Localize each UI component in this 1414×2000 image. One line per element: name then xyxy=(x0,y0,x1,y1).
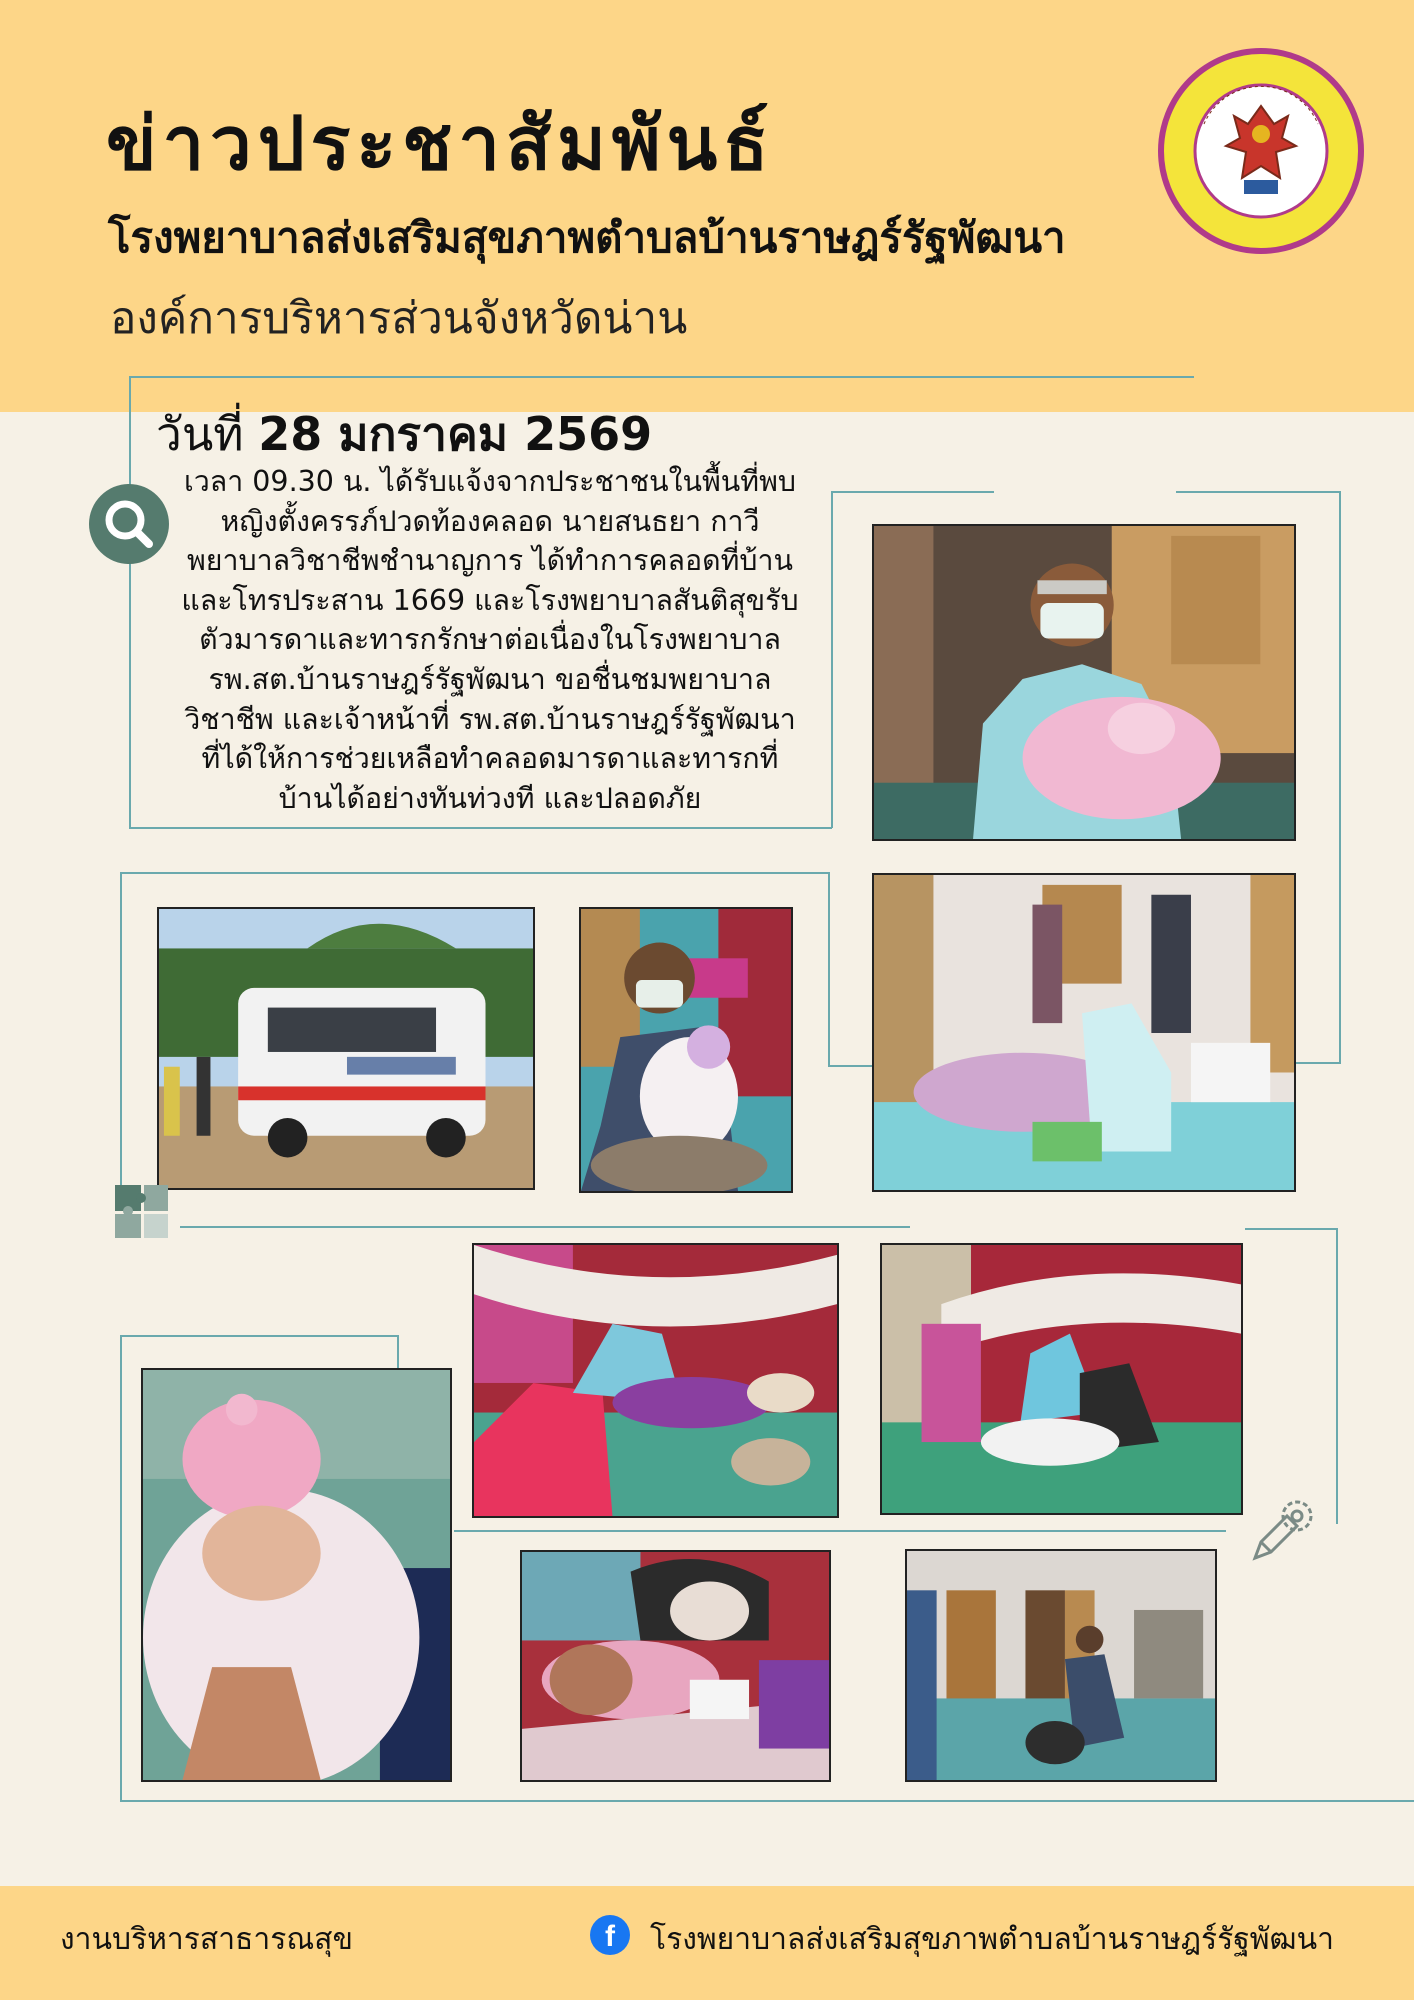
frame-line xyxy=(120,1800,1414,1802)
article-line: วิชาชีพ และเจ้าหน้าที่ รพ.สต.บ้านราษฎร์รัฐพัฒนา xyxy=(184,702,796,736)
article-line: ที่ได้ให้การช่วยเหลือทำคลอดมารดาและทารกที่ xyxy=(201,742,779,776)
house-interior-photo xyxy=(905,1549,1217,1782)
delivery-scene-photo-2 xyxy=(880,1243,1243,1515)
nurse-holding-newborn-photo xyxy=(872,524,1296,841)
ambulance-photo xyxy=(157,907,535,1190)
page-title: ข่าวประชาสัมพันธ์ xyxy=(106,101,775,187)
frame-line xyxy=(130,376,1194,378)
frame-line xyxy=(120,872,122,1192)
hospital-seal-logo xyxy=(1158,48,1364,254)
puzzle-icon xyxy=(110,1180,180,1250)
date-prefix: วันที่ xyxy=(156,407,244,461)
frame-line xyxy=(120,1335,122,1801)
article-line: เวลา 09.30 น. ได้รับแจ้งจากประชาชนในพื้นที่พบ xyxy=(184,465,796,498)
article-body xyxy=(140,462,840,818)
frame-line xyxy=(828,1065,872,1067)
frame-line xyxy=(120,872,830,874)
newborn-pink-hat-photo xyxy=(141,1368,452,1782)
frame-line xyxy=(1339,491,1341,1063)
article-line: บ้านได้อย่างทันท่วงที และปลอดภัย xyxy=(278,781,702,815)
room-care-photo xyxy=(872,873,1296,1192)
frame-line xyxy=(1245,1228,1337,1230)
frame-line xyxy=(1294,1062,1341,1064)
delivery-scene-photo-1 xyxy=(472,1243,839,1518)
article-line: รพ.สต.บ้านราษฎร์รัฐพัฒนา ขอชื่นชมพยาบาล xyxy=(208,662,772,696)
facebook-icon[interactable]: f xyxy=(590,1915,630,1955)
caring-mother-photo xyxy=(520,1550,831,1782)
frame-line xyxy=(1336,1228,1338,1524)
article-line: หญิงตั้งครรภ์ปวดท้องคลอด นายสนธยา กาวี xyxy=(220,504,760,538)
frame-line xyxy=(129,376,131,828)
frame-line xyxy=(129,827,832,829)
organization-name: องค์การบริหารส่วนจังหวัดน่าน xyxy=(110,293,688,344)
frame-line xyxy=(454,1530,1226,1532)
frame-line xyxy=(828,872,830,1066)
article-date xyxy=(156,398,652,471)
page-subtitle: โรงพยาบาลส่งเสริมสุขภาพตำบลบ้านราษฎร์รัฐพัฒนา xyxy=(108,213,1066,262)
frame-line xyxy=(180,1226,910,1228)
article-line: ตัวมารดาและทารกรักษาต่อเนื่องในโรงพยาบาล xyxy=(199,623,781,657)
facebook-page-link[interactable]: โรงพยาบาลส่งเสริมสุขภาพตำบลบ้านราษฎร์รัฐพัฒนา xyxy=(650,1922,1335,1957)
article-line: และโทรประสาน 1669 และโรงพยาบาลสันติสุขรับ xyxy=(181,583,799,617)
date-value: 28 มกราคม 2569 xyxy=(258,407,653,461)
article-line: พยาบาลวิชาชีพชำนาญการ ได้ทำการคลอดที่บ้าน xyxy=(187,544,793,578)
pencil-gear-icon xyxy=(1245,1492,1325,1566)
frame-line xyxy=(1176,491,1340,493)
search-icon xyxy=(89,484,169,564)
footer-department: งานบริหารสาธารณสุข xyxy=(60,1922,353,1957)
frame-line xyxy=(831,491,994,493)
frame-line xyxy=(120,1335,398,1337)
frame-line xyxy=(397,1335,399,1371)
man-holding-baby-photo xyxy=(579,907,793,1193)
